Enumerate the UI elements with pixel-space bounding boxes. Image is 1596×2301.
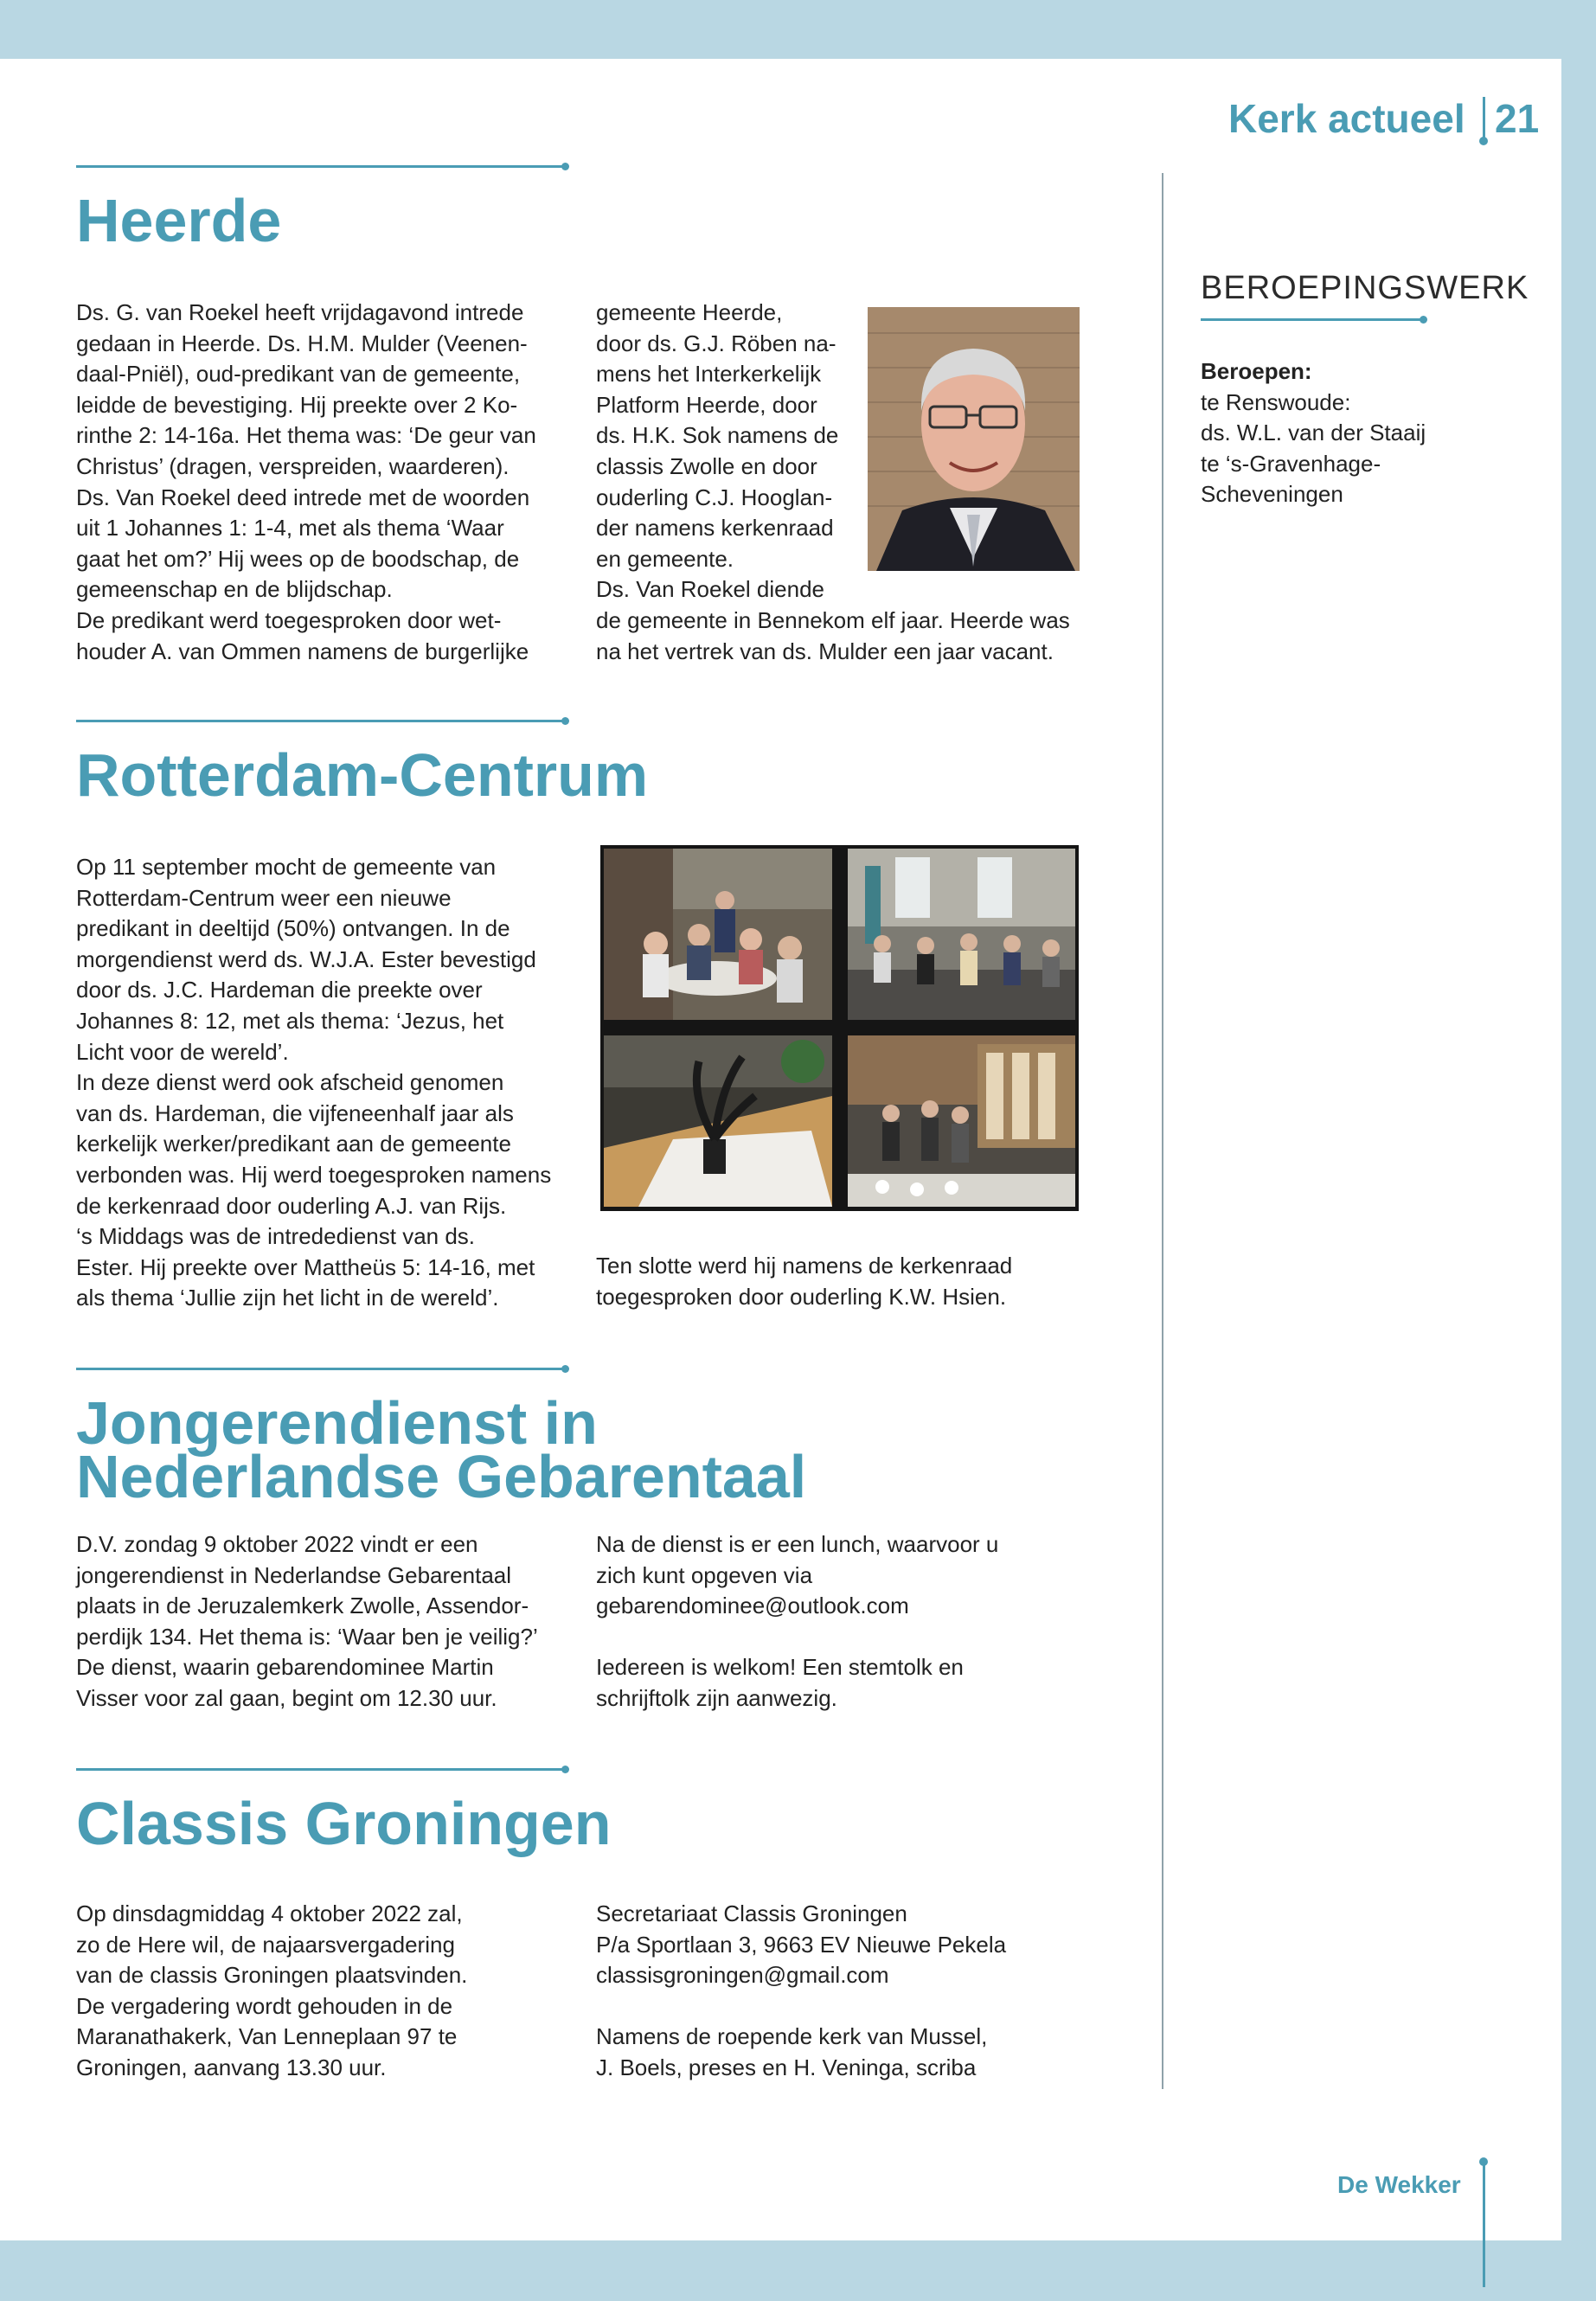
rotterdam-right-column <box>596 1251 1012 1312</box>
text-line: In deze dienst werd ook afscheid genomen <box>76 1069 504 1096</box>
heading-jongerendienst <box>76 1389 807 1510</box>
footer-divider <box>1483 2164 1485 2287</box>
text-line: Licht voor de wereld’. <box>76 1038 289 1065</box>
jongeren-right-column <box>596 1529 998 1715</box>
text-line: morgendienst werd ds. W.J.A. Ester bevestigd <box>76 945 536 972</box>
text-line: Rotterdam-Centrum weer een nieuwe <box>76 884 452 911</box>
footer-brand: De Wekker <box>1337 2171 1461 2198</box>
collage-photo-1 <box>604 849 832 1020</box>
collage-photo-4 <box>848 1035 1075 1207</box>
sidebar-line: te Renswoude: <box>1201 388 1351 415</box>
text-line: ‘s Middags was de intrededienst van ds. <box>76 1223 476 1250</box>
heading-heerde: Heerde <box>76 187 282 254</box>
text-line: Iedereen is welkom! Een stemtolk en <box>596 1654 964 1681</box>
photo-collage <box>600 845 1079 1211</box>
groningen-right-column <box>596 1899 1006 2084</box>
text-line: Visser voor zal gaan, begint om 12.30 uur. <box>76 1684 497 1711</box>
text-line: toegesproken door ouderling K.W. Hsien. <box>596 1283 1007 1310</box>
heading-groningen: Classis Groningen <box>76 1790 612 1857</box>
text-line: De dienst, waarin gebarendominee Martin <box>76 1654 494 1681</box>
text-line: Secretariaat Classis Groningen <box>596 1900 907 1926</box>
text-line: door ds. J.C. Hardeman die preekte over <box>76 977 483 1003</box>
collage-photo-2 <box>848 849 1075 1020</box>
column-divider <box>1162 173 1163 2089</box>
text-line: en gemeente. <box>596 545 734 572</box>
rotterdam-left-column <box>76 852 551 1314</box>
text-line: J. Boels, preses en H. Veninga, scriba <box>596 2054 977 2080</box>
email-link[interactable]: classisgroningen@gmail.com <box>596 1962 889 1989</box>
text-line: door ds. G.J. Röben na- <box>596 330 836 356</box>
text-line <box>596 1622 998 1653</box>
page-number: 21 <box>1495 96 1540 141</box>
text-line: De vergadering wordt gehouden in de <box>76 1992 453 2019</box>
text-line <box>596 1991 1006 2022</box>
sidebar-title: BEROEPINGSWERK <box>1201 270 1529 306</box>
text-line: Ten slotte werd hij namens de kerkenraad <box>596 1253 1013 1279</box>
header-divider <box>1483 97 1485 142</box>
text-line: Platform Heerde, door <box>596 391 817 418</box>
text-line: houder A. van Ommen namens de burgerlijke <box>76 638 529 664</box>
text-line: predikant in deeltijd (50%) ontvangen. In de <box>76 915 510 942</box>
section-rule <box>76 720 566 722</box>
text-line: zich kunt opgeven via <box>596 1561 813 1588</box>
text-line: gaat het om?’ Hij wees op de boodschap, de <box>76 545 520 572</box>
text-line: der namens kerkenraad <box>596 515 834 542</box>
text-line: als thema ‘Jullie zijn het licht in de wereld’. <box>76 1285 499 1311</box>
text-line: Op dinsdagmiddag 4 oktober 2022 zal, <box>76 1900 463 1926</box>
text-line: De predikant werd toegesproken door wet- <box>76 606 502 633</box>
heerde-left-column <box>76 298 536 667</box>
groningen-left-column <box>76 1899 467 2084</box>
heading-line-1: Jongerendienst in <box>76 1389 598 1457</box>
text-line: Ester. Hij preekte over Mattheüs 5: 14-16, met <box>76 1253 535 1280</box>
section-rule <box>76 1768 566 1771</box>
text-line: uit 1 Johannes 1: 1-4, met als thema ‘Waar <box>76 515 504 542</box>
text-line: Namens de roepende kerk van Mussel, <box>596 2023 988 2050</box>
text-line: kerkelijk werker/predikant aan de gemeente <box>76 1131 511 1157</box>
text-line: Ds. Van Roekel diende <box>596 576 825 603</box>
section-title: Kerk actueel <box>1228 96 1465 141</box>
text-line: na het vertrek van ds. Mulder een jaar vacant. <box>596 638 1054 664</box>
text-line: Ds. G. van Roekel heeft vrijdagavond intrede <box>76 299 524 325</box>
section-rule <box>76 165 566 168</box>
text-line: Groningen, aanvang 13.30 uur. <box>76 2054 387 2080</box>
text-line: Christus’ (dragen, verspreiden, waarderen). <box>76 452 510 479</box>
text-line: gedaan in Heerde. Ds. H.M. Mulder (Veenen- <box>76 330 528 356</box>
collage-photo-3 <box>604 1035 832 1207</box>
text-line: de kerkenraad door ouderling A.J. van Rijs. <box>76 1192 507 1219</box>
sidebar-line: te ‘s-Gravenhage- <box>1201 450 1381 477</box>
section-rule <box>76 1368 566 1370</box>
text-line: Op 11 september mocht de gemeente van <box>76 854 497 880</box>
portrait-illustration <box>868 307 1080 571</box>
text-line: Na de dienst is er een lunch, waarvoor u <box>596 1531 999 1557</box>
header-divider-dot <box>1479 137 1488 145</box>
heading-line-2: Nederlandse Gebarentaal <box>76 1443 807 1510</box>
text-line: jongerendienst in Nederlandse Gebarentaal <box>76 1561 512 1588</box>
text-line: D.V. zondag 9 oktober 2022 vindt er een <box>76 1531 478 1557</box>
text-line: classis Zwolle en door <box>596 452 817 479</box>
text-line: de gemeente in Bennekom elf jaar. Heerde was <box>596 606 1070 633</box>
text-line: van ds. Hardeman, die vijfeneenhalf jaar als <box>76 1099 514 1126</box>
text-line: gemeenschap en de blijdschap. <box>76 576 393 603</box>
text-line: schrijftolk zijn aanwezig. <box>596 1684 837 1711</box>
text-line: Johannes 8: 12, met als thema: ‘Jezus, het <box>76 1007 504 1034</box>
text-line: P/a Sportlaan 3, 9663 EV Nieuwe Pekela <box>596 1931 1007 1958</box>
jongeren-left-column <box>76 1529 538 1715</box>
portrait-photo <box>868 307 1080 571</box>
sidebar-line: ds. W.L. van der Staaij <box>1201 420 1426 446</box>
text-line: mens het Interkerkelijk <box>596 361 822 388</box>
text-line: zo de Here wil, de najaarsvergadering <box>76 1931 455 1958</box>
text-line: verbonden was. Hij werd toegesproken namens <box>76 1161 552 1188</box>
text-line: van de classis Groningen plaatsvinden. <box>76 1962 468 1989</box>
heading-rotterdam: Rotterdam-Centrum <box>76 741 649 809</box>
text-line: Ds. Van Roekel deed intrede met de woorden <box>76 484 530 510</box>
sidebar-label: Beroepen: <box>1201 358 1312 384</box>
text-line: rinthe 2: 14-16a. Het thema was: ‘De geur van <box>76 422 536 449</box>
text-line: daal-Pniël), oud-predikant van de gemeente, <box>76 361 521 388</box>
sidebar-body <box>1201 356 1426 510</box>
email-link[interactable]: gebarendominee@outlook.com <box>596 1593 909 1619</box>
text-line: ds. H.K. Sok namens de <box>596 422 839 449</box>
text-line: Maranathakerk, Van Lenneplaan 97 te <box>76 2023 458 2050</box>
text-line: ouderling C.J. Hooglan- <box>596 484 833 510</box>
text-line: plaats in de Jeruzalemkerk Zwolle, Assendor- <box>76 1593 529 1619</box>
text-line: leidde de bevestiging. Hij preekte over 2 Ko- <box>76 391 518 418</box>
sidebar-line: Scheveningen <box>1201 481 1343 508</box>
text-line: gemeente Heerde, <box>596 299 783 325</box>
text-line: perdijk 134. Het thema is: ‘Waar ben je veilig?’ <box>76 1623 538 1650</box>
sidebar-rule <box>1201 318 1424 321</box>
